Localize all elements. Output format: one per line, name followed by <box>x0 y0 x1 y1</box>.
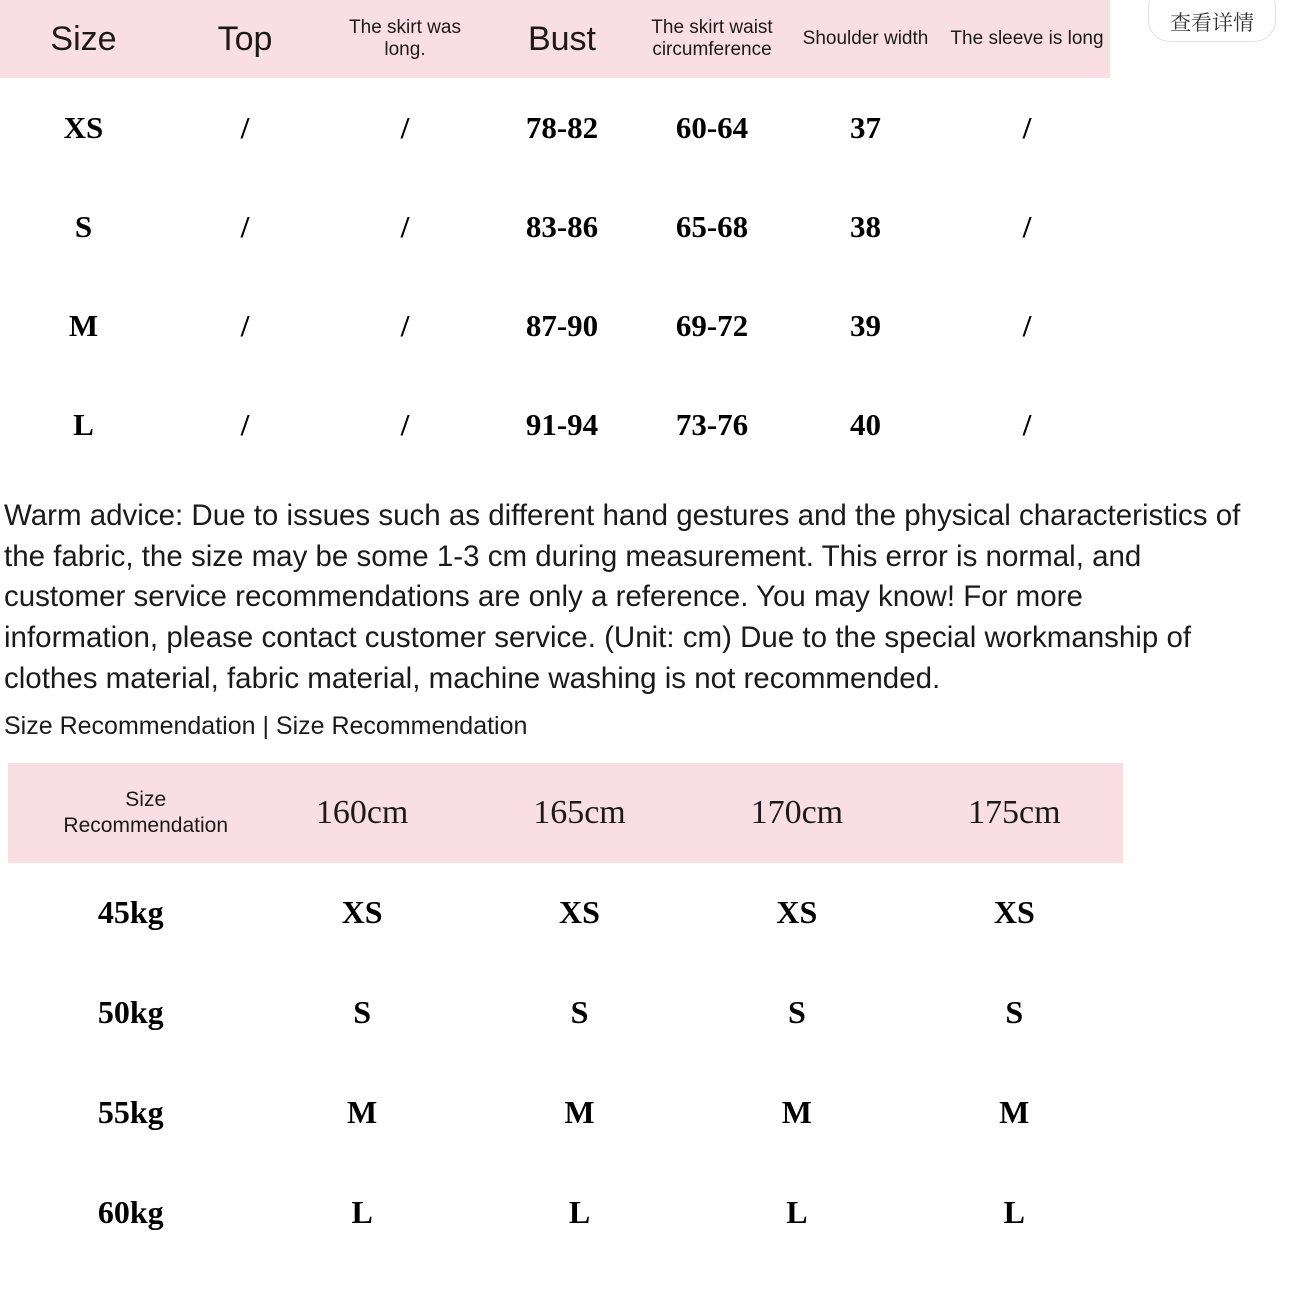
size-cell: / <box>400 406 410 442</box>
size-cell: / <box>1022 109 1032 145</box>
size-chart-header-skirt-length: The skirt was long. <box>323 0 487 78</box>
reco-cell: XS <box>776 894 818 931</box>
size-recommendation-table <box>8 763 1123 1263</box>
size-chart-table <box>0 0 1110 474</box>
size-cell: / <box>1022 406 1032 442</box>
size-cell: 60-64 <box>675 109 749 145</box>
table-row <box>0 276 1110 375</box>
size-cell: L <box>73 406 94 442</box>
table-row <box>0 375 1110 474</box>
reco-cell: XS <box>559 894 600 931</box>
reco-header-175: 175cm <box>906 763 1123 863</box>
size-cell: / <box>400 109 410 145</box>
size-cell: 40 <box>850 406 881 442</box>
size-chart-header-bust: Bust <box>487 0 637 78</box>
reco-header-170: 170cm <box>688 763 905 863</box>
size-cell: / <box>400 208 410 244</box>
view-details-badge[interactable] <box>1148 0 1276 42</box>
reco-cell: L <box>351 1194 373 1231</box>
size-cell: 87-90 <box>525 307 599 343</box>
size-chart-header-row <box>0 0 1110 78</box>
size-cell: / <box>240 109 250 145</box>
table-row <box>0 177 1110 276</box>
size-chart-header-sleeve: The sleeve is long <box>944 0 1110 78</box>
table-row <box>8 1063 1123 1163</box>
table-row <box>8 1163 1123 1263</box>
size-chart-header-size: Size <box>0 0 167 78</box>
size-cell: M <box>68 307 99 343</box>
reco-cell: L <box>786 1194 808 1231</box>
size-chart-header-shoulder: Shoulder width <box>787 0 944 78</box>
size-cell: 83-86 <box>525 208 599 244</box>
reco-cell: L <box>1003 1194 1025 1231</box>
reco-cell: XS <box>993 894 1035 931</box>
reco-cell: 45kg <box>97 894 164 931</box>
reco-cell: S <box>787 994 806 1031</box>
size-cell: / <box>240 208 250 244</box>
reco-header-corner: Size Recommendation <box>8 763 253 863</box>
size-cell: 91-94 <box>525 406 599 442</box>
reco-header-165: 165cm <box>471 763 688 863</box>
reco-cell: L <box>568 1194 591 1231</box>
view-details-label: 查看详情 <box>1170 12 1254 35</box>
warm-advice-text: Warm advice: Due to issues such as different hand gestures and the physical characteristics of the fabric, the size may be some 1-3 cm during measurement. This error is normal, and customer service recommendations are only a reference. You may know! For more information, please contact customer service. (Unit: cm) Due to the special workmanship of clothes material, fabric material, machine washing is not recommended. <box>4 499 1241 695</box>
size-cell: S <box>74 208 93 244</box>
reco-cell: XS <box>341 894 383 931</box>
size-chart-header-top: Top <box>167 0 323 78</box>
reco-cell: 50kg <box>97 994 164 1031</box>
size-cell: 69-72 <box>675 307 749 343</box>
table-row <box>8 963 1123 1063</box>
reco-cell: 55kg <box>97 1094 164 1131</box>
reco-cell: S <box>353 994 372 1031</box>
size-cell: 38 <box>850 208 881 244</box>
reco-cell: M <box>564 1094 595 1131</box>
reco-cell: 60kg <box>97 1194 164 1231</box>
size-cell: 73-76 <box>675 406 749 442</box>
reco-cell: S <box>1005 994 1024 1031</box>
reco-cell: M <box>999 1094 1030 1131</box>
size-chart-header-waist: The skirt waist circumference <box>637 0 787 78</box>
size-cell: / <box>400 307 410 343</box>
table-row <box>0 78 1110 177</box>
reco-header-row <box>8 763 1123 863</box>
size-cell: 78-82 <box>525 109 599 145</box>
table-row <box>8 863 1123 963</box>
size-cell: / <box>1022 208 1032 244</box>
reco-cell: S <box>570 994 589 1031</box>
size-recommendation-caption: Size Recommendation | Size Recommendation <box>4 711 528 740</box>
size-cell: 65-68 <box>675 208 749 244</box>
size-cell: 39 <box>850 307 881 343</box>
size-cell: XS <box>63 109 104 145</box>
size-cell: / <box>1022 307 1032 343</box>
size-cell: / <box>240 307 250 343</box>
reco-cell: M <box>781 1094 812 1131</box>
size-cell: 37 <box>850 109 881 145</box>
reco-cell: M <box>347 1094 378 1131</box>
reco-header-160: 160cm <box>253 763 470 863</box>
size-cell: / <box>240 406 250 442</box>
